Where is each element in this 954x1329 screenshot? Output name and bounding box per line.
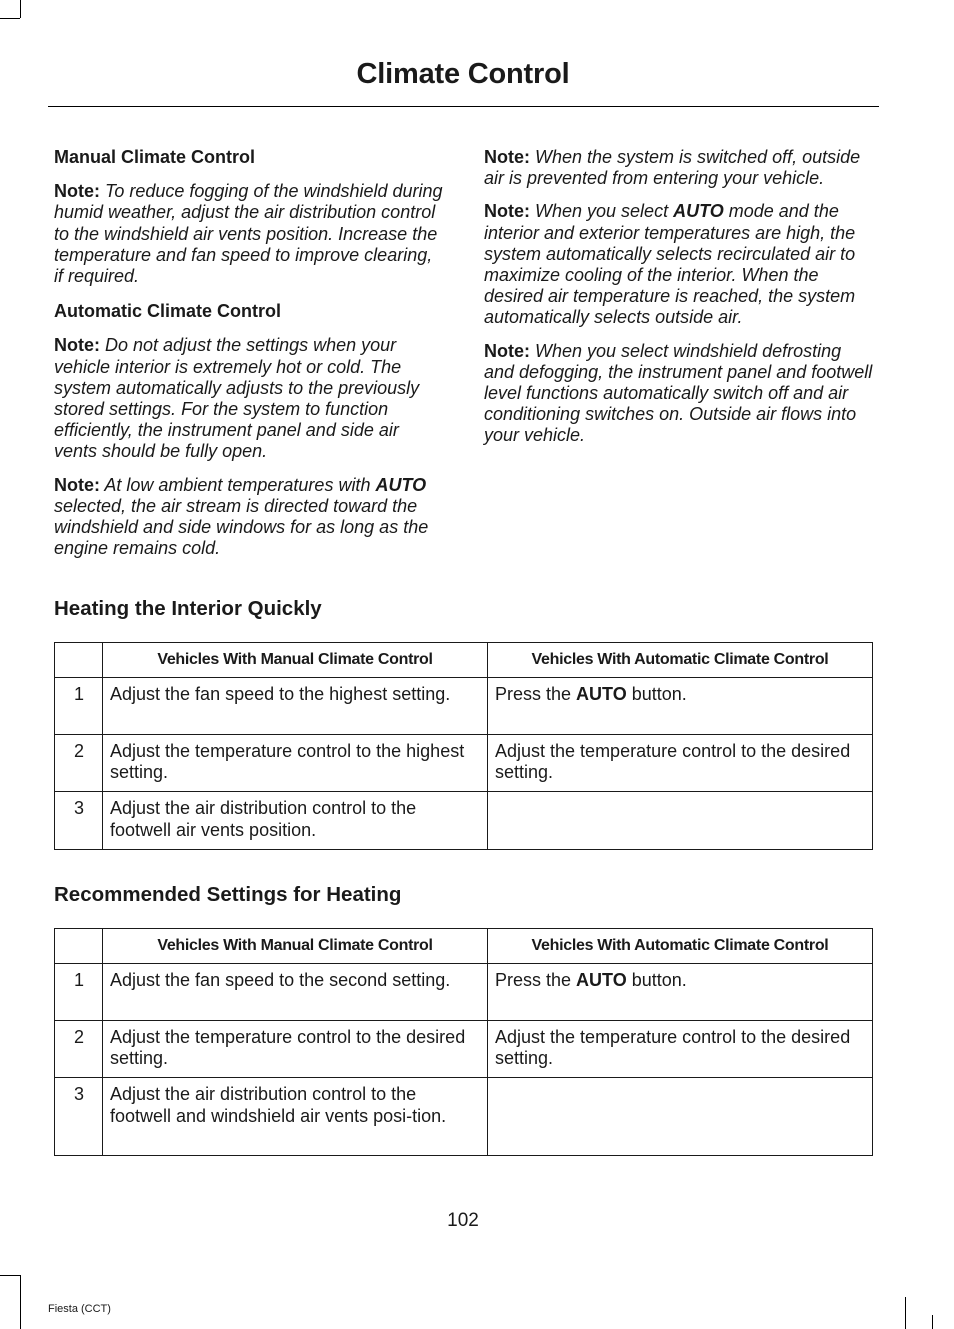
right-column bbox=[484, 147, 876, 459]
table-header-row bbox=[55, 929, 873, 964]
title-divider bbox=[48, 106, 879, 107]
note-paragraph bbox=[54, 181, 446, 287]
column-header-number bbox=[55, 929, 103, 964]
automatic-climate-heading: Automatic Climate Control bbox=[54, 301, 282, 322]
note-label: Note: bbox=[484, 201, 530, 222]
crop-mark bbox=[20, 0, 21, 18]
automatic-step-cell bbox=[488, 964, 873, 1021]
manual-climate-heading: Manual Climate Control bbox=[54, 147, 256, 167]
note-text: When you select bbox=[530, 201, 674, 222]
step-number: 3 bbox=[55, 1078, 103, 1156]
column-header-manual: Vehicles With Manual Climate Control bbox=[103, 929, 488, 964]
section-title-recommended-heating: Recommended Settings for Heating bbox=[54, 883, 402, 906]
automatic-step-text: button. bbox=[626, 970, 687, 990]
automatic-step-text: Adjust the temperature control to the desired setting. bbox=[495, 1027, 851, 1069]
note-text: Do not adjust the settings when your vehicle interior is extremely hot or cold. The system automatically adjusts to the previously stored settings. For the system to function efficiently, the instrument panel and side air vents should be fully open. bbox=[54, 335, 420, 462]
manual-step-text: Adjust the fan speed to the highest setting. bbox=[103, 678, 488, 735]
manual-step-text: Adjust the temperature control to the desired setting. bbox=[103, 1021, 488, 1078]
automatic-step-cell bbox=[488, 1021, 873, 1078]
automatic-step-cell bbox=[488, 735, 873, 792]
crop-mark bbox=[905, 1297, 906, 1329]
note-text: selected, the air stream is directed toward the windshield and side windows for as long as the engine remains cold. bbox=[54, 495, 429, 559]
auto-keyword: AUTO bbox=[576, 684, 627, 704]
note-text: At low ambient temperatures with bbox=[100, 474, 376, 495]
crop-mark bbox=[20, 1275, 21, 1329]
step-number: 1 bbox=[55, 678, 103, 735]
manual-step-text: Adjust the air distribution control to the footwell and windshield air vents posi-tion. bbox=[103, 1078, 488, 1156]
table-row bbox=[55, 792, 873, 849]
step-number: 2 bbox=[55, 1021, 103, 1078]
column-header-automatic: Vehicles With Automatic Climate Control bbox=[488, 643, 873, 678]
column-header-automatic: Vehicles With Automatic Climate Control bbox=[488, 929, 873, 964]
table-row bbox=[55, 964, 873, 1021]
automatic-step-text: Adjust the temperature control to the desired setting. bbox=[495, 741, 851, 783]
note-paragraph bbox=[54, 335, 446, 462]
left-column bbox=[54, 147, 446, 571]
automatic-step-cell bbox=[488, 1078, 873, 1156]
note-label: Note: bbox=[54, 474, 100, 495]
note-label: Note: bbox=[54, 181, 100, 202]
table-row bbox=[55, 1021, 873, 1078]
manual-step-text: Adjust the fan speed to the second setting. bbox=[103, 964, 488, 1021]
manual-step-text: Adjust the air distribution control to the footwell air vents position. bbox=[103, 792, 488, 849]
automatic-step-cell bbox=[488, 678, 873, 735]
auto-keyword: AUTO bbox=[576, 970, 627, 990]
crop-mark bbox=[0, 1275, 20, 1276]
section-title-heating-quickly: Heating the Interior Quickly bbox=[54, 597, 322, 620]
automatic-step-text: Press the bbox=[495, 684, 577, 704]
note-text: When you select windshield defrosting and defogging, the instrument panel and footwell level functions automatically switch off and air conditioning switches on. Outside air flows into your vehicle. bbox=[484, 340, 873, 446]
note-paragraph bbox=[484, 201, 876, 328]
column-header-manual: Vehicles With Manual Climate Control bbox=[103, 643, 488, 678]
note-text: When the system is switched off, outside air is prevented from entering your vehicle. bbox=[484, 147, 861, 189]
auto-keyword: AUTO bbox=[375, 474, 427, 495]
page-number: 102 bbox=[447, 1210, 479, 1231]
crop-mark bbox=[0, 18, 20, 19]
note-paragraph bbox=[484, 147, 876, 189]
table-header-row bbox=[55, 643, 873, 678]
column-header-number bbox=[55, 643, 103, 678]
automatic-step-text: button. bbox=[626, 684, 687, 704]
note-label: Note: bbox=[484, 147, 530, 167]
table-row bbox=[55, 678, 873, 735]
page-title: Climate Control bbox=[356, 58, 570, 90]
table-row bbox=[55, 735, 873, 792]
note-paragraph bbox=[484, 341, 876, 447]
table-row bbox=[55, 1078, 873, 1156]
auto-keyword: AUTO bbox=[673, 201, 724, 222]
document-id: Fiesta (CCT) bbox=[48, 1303, 111, 1315]
automatic-step-cell bbox=[488, 792, 873, 849]
note-label: Note: bbox=[54, 335, 100, 356]
step-number: 3 bbox=[55, 792, 103, 849]
note-text: mode and the interior and exterior temperatures are high, the system automatically selects recirculated air to maximize cooling of the interior. When the desired air temperature is reached, the system automatically selects outside air. bbox=[484, 201, 856, 328]
heating-quickly-table bbox=[54, 642, 873, 850]
note-label: Note: bbox=[484, 340, 530, 361]
crop-mark bbox=[932, 1315, 933, 1329]
automatic-step-text: Press the bbox=[495, 970, 577, 990]
recommended-heating-table bbox=[54, 928, 873, 1156]
step-number: 2 bbox=[55, 735, 103, 792]
note-text: To reduce fogging of the windshield during humid weather, adjust the air distribution control to the windshield air vents position. Increase the temperature and fan speed to improve clearing, if required. bbox=[54, 181, 443, 287]
manual-step-text: Adjust the temperature control to the highest setting. bbox=[103, 735, 488, 792]
note-paragraph bbox=[54, 475, 446, 560]
step-number: 1 bbox=[55, 964, 103, 1021]
